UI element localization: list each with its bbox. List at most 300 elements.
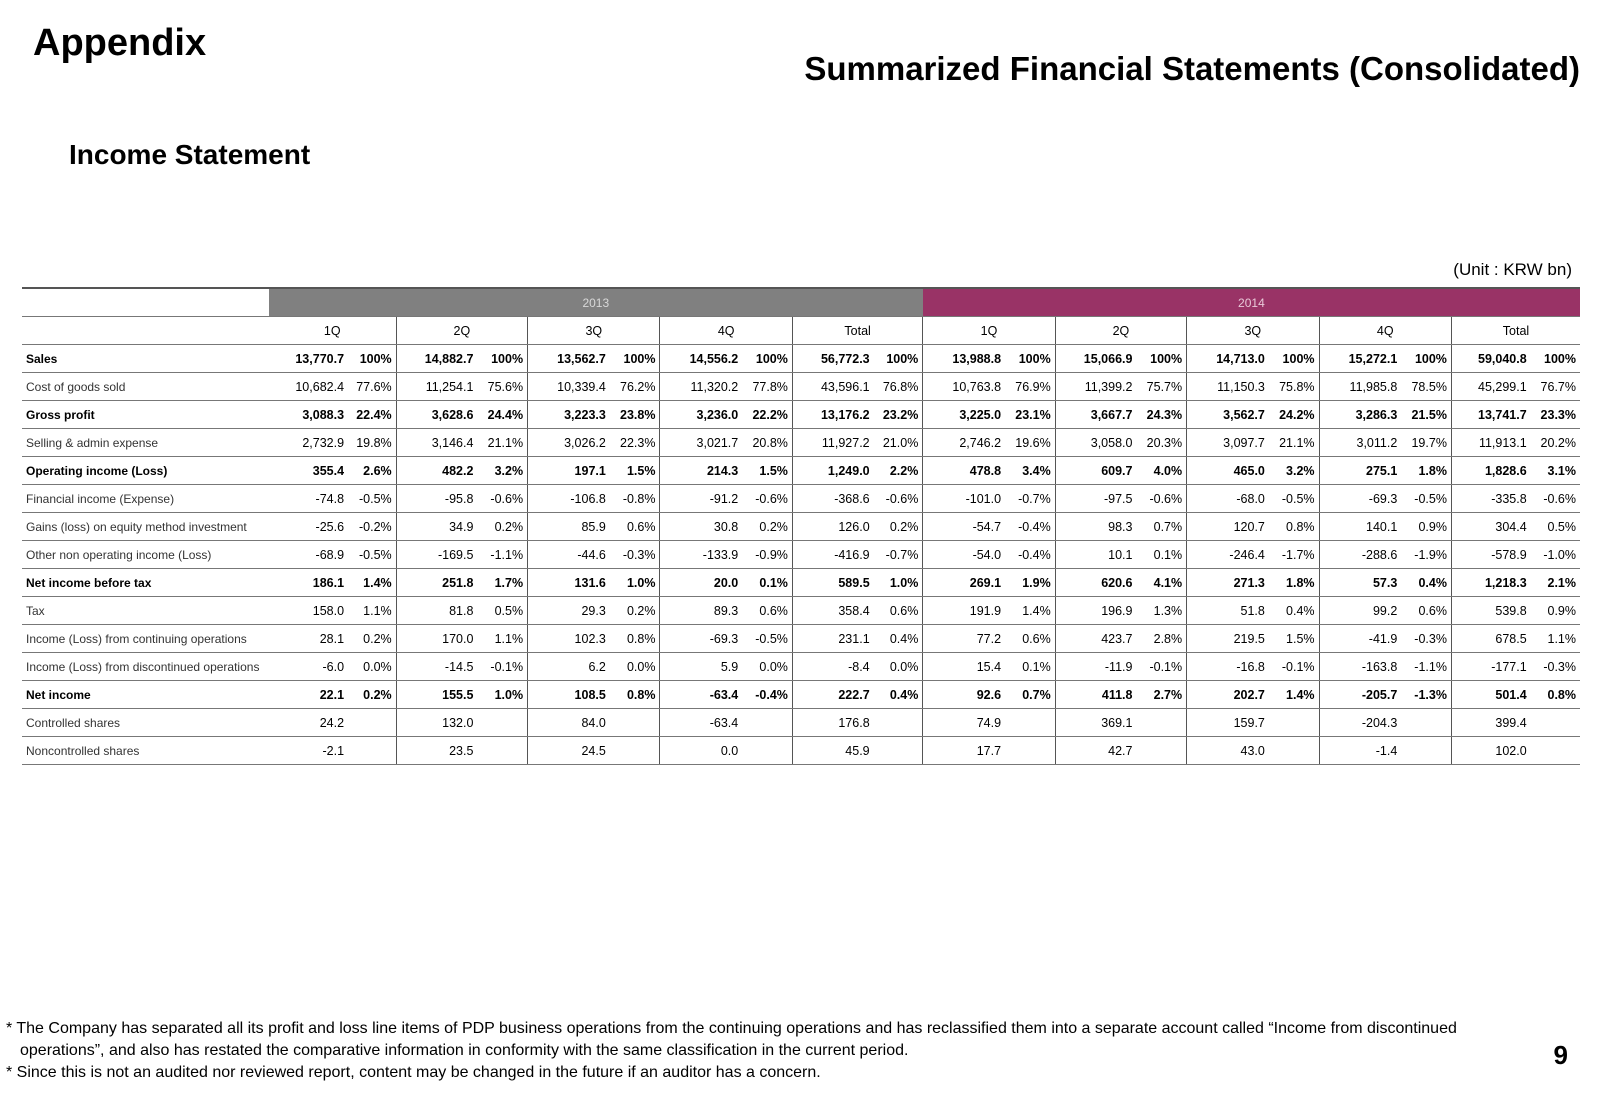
percent-cell: -1.3%: [1401, 681, 1451, 709]
row-label: Other non operating income (Loss): [22, 541, 269, 569]
percent-cell: 22.4%: [348, 401, 396, 429]
percent-cell: 2.1%: [1531, 569, 1580, 597]
value-cell: -163.8: [1319, 653, 1401, 681]
percent-cell: -0.8%: [610, 485, 660, 513]
percent-cell: [348, 709, 396, 737]
value-cell: 102.0: [1451, 737, 1530, 765]
value-cell: 3,021.7: [660, 429, 742, 457]
percent-cell: [477, 737, 527, 765]
row-label: Operating income (Loss): [22, 457, 269, 485]
corner-cell: [22, 288, 269, 317]
percent-cell: 0.8%: [1531, 681, 1580, 709]
percent-cell: 1.7%: [477, 569, 527, 597]
value-cell: 501.4: [1451, 681, 1530, 709]
percent-cell: 0.0%: [874, 653, 923, 681]
value-cell: 13,176.2: [792, 401, 873, 429]
value-cell: 22.1: [269, 681, 348, 709]
percent-cell: 0.6%: [610, 513, 660, 541]
value-cell: 589.5: [792, 569, 873, 597]
percent-cell: 1.5%: [610, 457, 660, 485]
percent-cell: -1.1%: [477, 541, 527, 569]
value-cell: -11.9: [1055, 653, 1136, 681]
year-2014-header: 2014: [923, 288, 1580, 317]
percent-cell: 19.7%: [1401, 429, 1451, 457]
value-cell: -2.1: [269, 737, 348, 765]
value-cell: 14,556.2: [660, 345, 742, 373]
value-cell: 3,628.6: [396, 401, 477, 429]
percent-cell: 19.8%: [348, 429, 396, 457]
value-cell: 3,058.0: [1055, 429, 1136, 457]
value-cell: 11,399.2: [1055, 373, 1136, 401]
value-cell: 11,254.1: [396, 373, 477, 401]
value-cell: 24.2: [269, 709, 348, 737]
percent-cell: -0.3%: [610, 541, 660, 569]
percent-cell: [1136, 709, 1186, 737]
percent-cell: -1.0%: [1531, 541, 1580, 569]
percent-cell: 1.8%: [1401, 457, 1451, 485]
percent-cell: 100%: [1269, 345, 1319, 373]
value-cell: 13,988.8: [923, 345, 1005, 373]
value-cell: 3,011.2: [1319, 429, 1401, 457]
value-cell: 11,320.2: [660, 373, 742, 401]
value-cell: -63.4: [660, 709, 742, 737]
value-cell: 92.6: [923, 681, 1005, 709]
value-cell: 85.9: [528, 513, 610, 541]
percent-cell: 0.0%: [610, 653, 660, 681]
percent-cell: [1005, 737, 1055, 765]
value-cell: 132.0: [396, 709, 477, 737]
percent-cell: -0.1%: [477, 653, 527, 681]
value-cell: 34.9: [396, 513, 477, 541]
value-cell: 271.3: [1187, 569, 1269, 597]
percent-cell: -0.1%: [1269, 653, 1319, 681]
value-cell: 108.5: [528, 681, 610, 709]
value-cell: 355.4: [269, 457, 348, 485]
percent-cell: 3.1%: [1531, 457, 1580, 485]
row-label: Income (Loss) from continuing operations: [22, 625, 269, 653]
percent-cell: [1401, 709, 1451, 737]
percent-cell: [874, 737, 923, 765]
percent-cell: 24.3%: [1136, 401, 1186, 429]
value-cell: -44.6: [528, 541, 610, 569]
value-cell: 0.0: [660, 737, 742, 765]
percent-cell: [874, 709, 923, 737]
table-row: [22, 709, 1580, 737]
percent-cell: 76.2%: [610, 373, 660, 401]
value-cell: 423.7: [1055, 625, 1136, 653]
value-cell: 99.2: [1319, 597, 1401, 625]
value-cell: 42.7: [1055, 737, 1136, 765]
value-cell: 251.8: [396, 569, 477, 597]
value-cell: 81.8: [396, 597, 477, 625]
value-cell: 5.9: [660, 653, 742, 681]
row-label: Cost of goods sold: [22, 373, 269, 401]
table-row: [22, 373, 1580, 401]
appendix-heading: Appendix: [33, 22, 207, 64]
percent-cell: 0.2%: [477, 513, 527, 541]
value-cell: 59,040.8: [1451, 345, 1530, 373]
value-cell: -91.2: [660, 485, 742, 513]
table-row: [22, 429, 1580, 457]
percent-cell: [1269, 709, 1319, 737]
value-cell: 3,225.0: [923, 401, 1005, 429]
value-cell: 11,985.8: [1319, 373, 1401, 401]
value-cell: -106.8: [528, 485, 610, 513]
value-cell: 478.8: [923, 457, 1005, 485]
percent-cell: 76.8%: [874, 373, 923, 401]
percent-cell: [610, 737, 660, 765]
percent-cell: 0.8%: [1269, 513, 1319, 541]
period-header: 4Q: [1319, 317, 1451, 345]
percent-cell: 0.8%: [610, 681, 660, 709]
percent-cell: 1.4%: [1005, 597, 1055, 625]
percent-cell: -0.4%: [742, 681, 792, 709]
percent-cell: 100%: [348, 345, 396, 373]
percent-cell: 76.9%: [1005, 373, 1055, 401]
period-header: 4Q: [660, 317, 792, 345]
value-cell: 13,741.7: [1451, 401, 1530, 429]
percent-cell: -1.9%: [1401, 541, 1451, 569]
value-cell: -74.8: [269, 485, 348, 513]
percent-cell: 0.2%: [874, 513, 923, 541]
value-cell: -54.7: [923, 513, 1005, 541]
percent-cell: 77.8%: [742, 373, 792, 401]
value-cell: -288.6: [1319, 541, 1401, 569]
value-cell: -204.3: [1319, 709, 1401, 737]
value-cell: -205.7: [1319, 681, 1401, 709]
percent-cell: 77.6%: [348, 373, 396, 401]
percent-cell: 1.1%: [348, 597, 396, 625]
percent-cell: 1.5%: [742, 457, 792, 485]
value-cell: -25.6: [269, 513, 348, 541]
percent-cell: -0.2%: [348, 513, 396, 541]
percent-cell: 75.6%: [477, 373, 527, 401]
percent-cell: 21.1%: [1269, 429, 1319, 457]
value-cell: 399.4: [1451, 709, 1530, 737]
row-label: Financial income (Expense): [22, 485, 269, 513]
value-cell: 2,746.2: [923, 429, 1005, 457]
row-label: Tax: [22, 597, 269, 625]
income-statement-table: [22, 287, 1580, 765]
percent-cell: [1401, 737, 1451, 765]
percent-cell: 0.5%: [477, 597, 527, 625]
row-label: Net income: [22, 681, 269, 709]
value-cell: 57.3: [1319, 569, 1401, 597]
percent-cell: 75.8%: [1269, 373, 1319, 401]
value-cell: 126.0: [792, 513, 873, 541]
value-cell: 17.7: [923, 737, 1005, 765]
percent-cell: 23.3%: [1531, 401, 1580, 429]
percent-cell: 0.9%: [1531, 597, 1580, 625]
row-label: Noncontrolled shares: [22, 737, 269, 765]
percent-cell: 1.0%: [610, 569, 660, 597]
table-row: [22, 737, 1580, 765]
value-cell: 10,339.4: [528, 373, 610, 401]
value-cell: 186.1: [269, 569, 348, 597]
percent-cell: 100%: [742, 345, 792, 373]
value-cell: -133.9: [660, 541, 742, 569]
value-cell: 3,667.7: [1055, 401, 1136, 429]
value-cell: 20.0: [660, 569, 742, 597]
table-row: [22, 513, 1580, 541]
value-cell: 3,236.0: [660, 401, 742, 429]
value-cell: 214.3: [660, 457, 742, 485]
value-cell: -8.4: [792, 653, 873, 681]
value-cell: 191.9: [923, 597, 1005, 625]
value-cell: 3,146.4: [396, 429, 477, 457]
percent-cell: 0.1%: [742, 569, 792, 597]
value-cell: 102.3: [528, 625, 610, 653]
value-cell: 13,770.7: [269, 345, 348, 373]
value-cell: -578.9: [1451, 541, 1530, 569]
percent-cell: 0.1%: [1136, 541, 1186, 569]
value-cell: -368.6: [792, 485, 873, 513]
value-cell: 3,026.2: [528, 429, 610, 457]
percent-cell: 0.2%: [348, 625, 396, 653]
value-cell: -97.5: [1055, 485, 1136, 513]
percent-cell: [742, 737, 792, 765]
percent-cell: 4.1%: [1136, 569, 1186, 597]
percent-cell: 3.2%: [1269, 457, 1319, 485]
percent-cell: 2.6%: [348, 457, 396, 485]
value-cell: 197.1: [528, 457, 610, 485]
percent-cell: -0.6%: [477, 485, 527, 513]
value-cell: 155.5: [396, 681, 477, 709]
value-cell: -41.9: [1319, 625, 1401, 653]
percent-cell: 24.2%: [1269, 401, 1319, 429]
value-cell: 358.4: [792, 597, 873, 625]
table-row: [22, 653, 1580, 681]
percent-cell: 0.7%: [1136, 513, 1186, 541]
percent-cell: -0.3%: [1531, 653, 1580, 681]
percent-cell: 100%: [1531, 345, 1580, 373]
percent-cell: 21.5%: [1401, 401, 1451, 429]
percent-cell: 2.8%: [1136, 625, 1186, 653]
percent-cell: -0.5%: [348, 485, 396, 513]
table-row: [22, 541, 1580, 569]
percent-cell: -0.6%: [874, 485, 923, 513]
value-cell: 77.2: [923, 625, 1005, 653]
value-cell: 269.1: [923, 569, 1005, 597]
period-header: Total: [1451, 317, 1580, 345]
footnote: * The Company has separated all its profit and loss line items of PDP business operations from the continuing operations and has reclassified them into a separate account called “Income from discontinued operations”, and also has restated the comparative information in conformity with the same classification in the current period.: [6, 1020, 1457, 1059]
percent-cell: 1.8%: [1269, 569, 1319, 597]
percent-cell: [742, 709, 792, 737]
value-cell: 465.0: [1187, 457, 1269, 485]
value-cell: 15,066.9: [1055, 345, 1136, 373]
percent-cell: 0.6%: [874, 597, 923, 625]
value-cell: 176.8: [792, 709, 873, 737]
period-header-row: [22, 317, 1580, 345]
percent-cell: 0.6%: [742, 597, 792, 625]
percent-cell: 100%: [1005, 345, 1055, 373]
value-cell: 411.8: [1055, 681, 1136, 709]
value-cell: 1,249.0: [792, 457, 873, 485]
percent-cell: 0.5%: [1531, 513, 1580, 541]
percent-cell: 24.4%: [477, 401, 527, 429]
value-cell: 678.5: [1451, 625, 1530, 653]
percent-cell: 21.1%: [477, 429, 527, 457]
period-header: 2Q: [396, 317, 527, 345]
percent-cell: -0.5%: [1269, 485, 1319, 513]
table-row: [22, 401, 1580, 429]
row-label: Sales: [22, 345, 269, 373]
percent-cell: 1.9%: [1005, 569, 1055, 597]
percent-cell: 0.7%: [1005, 681, 1055, 709]
value-cell: 304.4: [1451, 513, 1530, 541]
value-cell: 43,596.1: [792, 373, 873, 401]
value-cell: -69.3: [660, 625, 742, 653]
percent-cell: 21.0%: [874, 429, 923, 457]
row-label: Controlled shares: [22, 709, 269, 737]
value-cell: 15.4: [923, 653, 1005, 681]
percent-cell: 20.3%: [1136, 429, 1186, 457]
percent-cell: -1.7%: [1269, 541, 1319, 569]
period-header: 1Q: [269, 317, 396, 345]
percent-cell: [610, 709, 660, 737]
percent-cell: -0.6%: [1531, 485, 1580, 513]
value-cell: 10.1: [1055, 541, 1136, 569]
percent-cell: 19.6%: [1005, 429, 1055, 457]
value-cell: -169.5: [396, 541, 477, 569]
period-header: Total: [792, 317, 922, 345]
year-header-row: [22, 288, 1580, 317]
percent-cell: 22.3%: [610, 429, 660, 457]
footnote: * Since this is not an audited nor reviewed report, content may be changed in the future if an auditor has a concern.: [6, 1064, 821, 1081]
percent-cell: 100%: [477, 345, 527, 373]
value-cell: 539.8: [1451, 597, 1530, 625]
percent-cell: 0.8%: [610, 625, 660, 653]
value-cell: 222.7: [792, 681, 873, 709]
percent-cell: 1.0%: [477, 681, 527, 709]
value-cell: -68.0: [1187, 485, 1269, 513]
percent-cell: 75.7%: [1136, 373, 1186, 401]
value-cell: -95.8: [396, 485, 477, 513]
value-cell: 3,097.7: [1187, 429, 1269, 457]
row-label: Gross profit: [22, 401, 269, 429]
period-header: 3Q: [1187, 317, 1319, 345]
value-cell: -14.5: [396, 653, 477, 681]
percent-cell: -0.7%: [1005, 485, 1055, 513]
percent-cell: 78.5%: [1401, 373, 1451, 401]
value-cell: 13,562.7: [528, 345, 610, 373]
value-cell: 231.1: [792, 625, 873, 653]
value-cell: -246.4: [1187, 541, 1269, 569]
value-cell: -1.4: [1319, 737, 1401, 765]
percent-cell: 1.5%: [1269, 625, 1319, 653]
period-header: 2Q: [1055, 317, 1186, 345]
value-cell: 3,223.3: [528, 401, 610, 429]
percent-cell: 22.2%: [742, 401, 792, 429]
percent-cell: 4.0%: [1136, 457, 1186, 485]
percent-cell: 100%: [610, 345, 660, 373]
percent-cell: -1.1%: [1401, 653, 1451, 681]
value-cell: 11,913.1: [1451, 429, 1530, 457]
unit-label: (Unit : KRW bn): [1453, 260, 1572, 279]
percent-cell: 0.0%: [348, 653, 396, 681]
value-cell: -68.9: [269, 541, 348, 569]
percent-cell: -0.5%: [1401, 485, 1451, 513]
table-row: [22, 485, 1580, 513]
value-cell: -6.0: [269, 653, 348, 681]
value-cell: 131.6: [528, 569, 610, 597]
value-cell: -101.0: [923, 485, 1005, 513]
percent-cell: 23.1%: [1005, 401, 1055, 429]
table-row: [22, 569, 1580, 597]
value-cell: 74.9: [923, 709, 1005, 737]
percent-cell: 0.2%: [348, 681, 396, 709]
value-cell: 89.3: [660, 597, 742, 625]
value-cell: 98.3: [1055, 513, 1136, 541]
value-cell: 3,562.7: [1187, 401, 1269, 429]
percent-cell: -0.4%: [1005, 541, 1055, 569]
value-cell: 1,218.3: [1451, 569, 1530, 597]
value-cell: 56,772.3: [792, 345, 873, 373]
percent-cell: 0.9%: [1401, 513, 1451, 541]
page-number: 9: [1553, 1040, 1568, 1070]
percent-cell: -0.3%: [1401, 625, 1451, 653]
value-cell: 196.9: [1055, 597, 1136, 625]
page-title: Summarized Financial Statements (Consolidated): [804, 50, 1580, 87]
value-cell: 275.1: [1319, 457, 1401, 485]
value-cell: 369.1: [1055, 709, 1136, 737]
percent-cell: 2.2%: [874, 457, 923, 485]
value-cell: 10,763.8: [923, 373, 1005, 401]
percent-cell: 0.4%: [1401, 569, 1451, 597]
value-cell: 2,732.9: [269, 429, 348, 457]
value-cell: 51.8: [1187, 597, 1269, 625]
value-cell: 45,299.1: [1451, 373, 1530, 401]
value-cell: -63.4: [660, 681, 742, 709]
value-cell: 158.0: [269, 597, 348, 625]
footnotes: [6, 1018, 1516, 1084]
percent-cell: 3.2%: [477, 457, 527, 485]
row-label: Net income before tax: [22, 569, 269, 597]
percent-cell: 1.1%: [477, 625, 527, 653]
value-cell: 3,286.3: [1319, 401, 1401, 429]
value-cell: 219.5: [1187, 625, 1269, 653]
percent-cell: [477, 709, 527, 737]
percent-cell: -0.9%: [742, 541, 792, 569]
value-cell: 30.8: [660, 513, 742, 541]
year-2013-header: 2013: [269, 288, 923, 317]
table-row: [22, 457, 1580, 485]
value-cell: -177.1: [1451, 653, 1530, 681]
percent-cell: 20.8%: [742, 429, 792, 457]
table-row: [22, 345, 1580, 373]
percent-cell: 1.3%: [1136, 597, 1186, 625]
percent-cell: -0.6%: [742, 485, 792, 513]
value-cell: 1,828.6: [1451, 457, 1530, 485]
value-cell: 28.1: [269, 625, 348, 653]
value-cell: -54.0: [923, 541, 1005, 569]
table-row: [22, 681, 1580, 709]
period-header: 1Q: [923, 317, 1055, 345]
value-cell: 202.7: [1187, 681, 1269, 709]
value-cell: 3,088.3: [269, 401, 348, 429]
percent-cell: 0.4%: [874, 681, 923, 709]
percent-cell: 76.7%: [1531, 373, 1580, 401]
value-cell: 11,150.3: [1187, 373, 1269, 401]
percent-cell: 100%: [1401, 345, 1451, 373]
percent-cell: 0.1%: [1005, 653, 1055, 681]
value-cell: 620.6: [1055, 569, 1136, 597]
percent-cell: -0.7%: [874, 541, 923, 569]
value-cell: 45.9: [792, 737, 873, 765]
row-label: Income (Loss) from discontinued operations: [22, 653, 269, 681]
percent-cell: 23.8%: [610, 401, 660, 429]
percent-cell: -0.5%: [348, 541, 396, 569]
